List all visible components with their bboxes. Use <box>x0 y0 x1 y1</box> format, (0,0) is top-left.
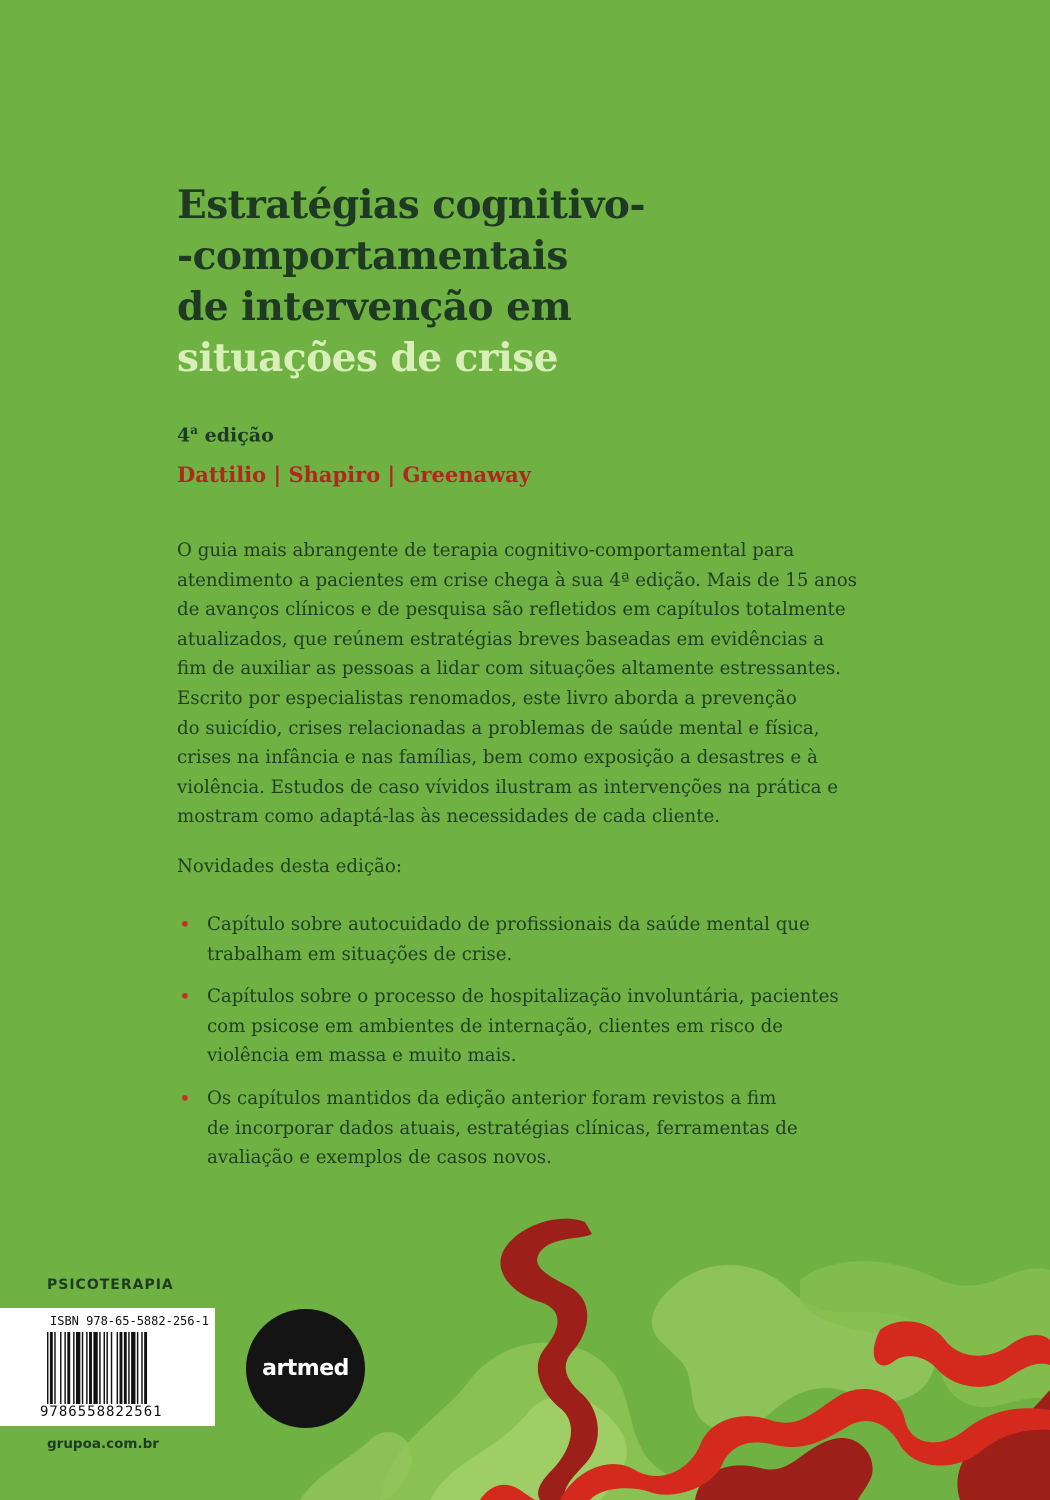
edition-word: edição <box>204 424 274 447</box>
barcode-bars <box>47 1332 197 1404</box>
barcode-stripe <box>73 1332 74 1404</box>
barcode-stripe <box>47 1332 48 1404</box>
edition-label <box>177 423 274 446</box>
barcode-stripe <box>141 1332 142 1404</box>
list-item <box>177 982 897 1071</box>
barcode-stripe <box>76 1332 80 1404</box>
barcode-stripe <box>89 1332 92 1404</box>
author-greenaway: Greenaway <box>402 462 531 487</box>
bullet-dot-icon: • <box>179 984 191 1009</box>
list-item <box>177 1084 897 1173</box>
news-heading: Novidades desta edição: <box>177 856 402 877</box>
title-line-4-highlight: situações de crise <box>177 335 559 381</box>
category-label: PSICOTERAPIA <box>47 1277 174 1293</box>
description-line: O guia mais abrangente de terapia cognitivo-comportamental para <box>177 540 795 561</box>
list-item-line: trabalham em situações de crise. <box>207 943 513 965</box>
author-shapiro: Shapiro <box>288 462 381 487</box>
list-item-line: Capítulos sobre o processo de hospitalização involuntária, pacientes <box>207 986 839 1008</box>
list-item-line: Os capítulos mantidos da edição anterior foram revistos a fim <box>207 1087 777 1109</box>
list-item-line: com psicose em ambientes de internação, clientes em risco de <box>207 1015 783 1037</box>
list-item-line: avaliação e exemplos de casos novos. <box>207 1147 552 1169</box>
publisher-website: grupoa.com.br <box>47 1436 159 1452</box>
barcode-stripe <box>67 1332 70 1404</box>
title-line-1: Estratégias cognitivo- <box>177 182 646 228</box>
description-line: mostram como adaptá-las às necessidades de cada cliente. <box>177 806 721 828</box>
description-line: atendimento a pacientes em crise chega à sua 4ª edição. Mais de 15 anos <box>177 569 858 591</box>
list-item-line: violência em massa e muito mais. <box>207 1045 517 1067</box>
title-line-3: de intervenção em <box>177 284 572 330</box>
barcode-stripe <box>124 1332 127 1404</box>
authors <box>177 462 531 487</box>
barcode-stripe <box>128 1332 129 1404</box>
bullet-dot-icon: • <box>179 912 191 936</box>
author-separator: | <box>273 462 282 487</box>
description-line: Escrito por especialistas renomados, este livro aborda a prevenção <box>177 687 797 709</box>
barcode-stripe <box>54 1332 55 1404</box>
isbn-text: ISBN 978-65-5882-256-1 <box>50 1314 209 1328</box>
list-item-line: Capítulo sobre autocuidado de profissionais da saúde mental que <box>207 914 810 935</box>
barcode-stripe <box>86 1332 87 1404</box>
description-line: do suicídio, crises relacionadas a problemas de saúde mental e física, <box>177 717 820 739</box>
description-line: fim de auxiliar as pessoas a lidar com situações altamente estressantes. <box>177 658 841 680</box>
author-dattilio: Dattilio <box>177 462 267 487</box>
barcode-stripe <box>117 1332 118 1404</box>
logo-text: artmed <box>262 1356 349 1381</box>
barcode-stripe <box>120 1332 123 1404</box>
description <box>177 536 877 832</box>
barcode-stripe <box>60 1332 61 1404</box>
barcode-stripe <box>104 1332 105 1404</box>
artmed-logo <box>246 1309 365 1428</box>
barcode-stripe <box>93 1332 97 1404</box>
barcode-stripe <box>131 1332 135 1404</box>
book-title <box>177 180 777 384</box>
barcode-stripe <box>111 1332 112 1404</box>
barcode <box>0 1308 215 1426</box>
barcode-stripe <box>50 1332 53 1404</box>
barcode-stripe <box>144 1332 147 1404</box>
list-item <box>177 910 897 969</box>
description-line: de avanços clínicos e de pesquisa são refletidos em capítulos totalmente <box>177 599 846 621</box>
edition-number: 4 <box>177 424 191 447</box>
barcode-stripe <box>106 1332 107 1404</box>
description-line: violência. Estudos de caso vívidos ilustram as intervenções na prática e <box>177 776 839 798</box>
barcode-stripe <box>82 1332 83 1404</box>
barcode-stripe <box>99 1332 100 1404</box>
title-line-2: -comportamentais <box>177 233 568 279</box>
bullet-dot-icon: • <box>179 1085 191 1110</box>
news-list <box>177 910 897 1186</box>
barcode-stripe <box>137 1332 138 1404</box>
barcode-digits: 9786558822561 <box>40 1404 163 1420</box>
author-separator: | <box>387 462 396 487</box>
description-line: crises na infância e nas famílias, bem como exposição a desastres e à <box>177 747 818 769</box>
barcode-stripe <box>64 1332 65 1404</box>
edition-ordinal: a <box>190 423 199 437</box>
description-line: atualizados, que reúnem estratégias breves baseadas em evidências a <box>177 628 825 650</box>
list-item-line: de incorporar dados atuais, estratégias clínicas, ferramentas de <box>207 1117 798 1139</box>
